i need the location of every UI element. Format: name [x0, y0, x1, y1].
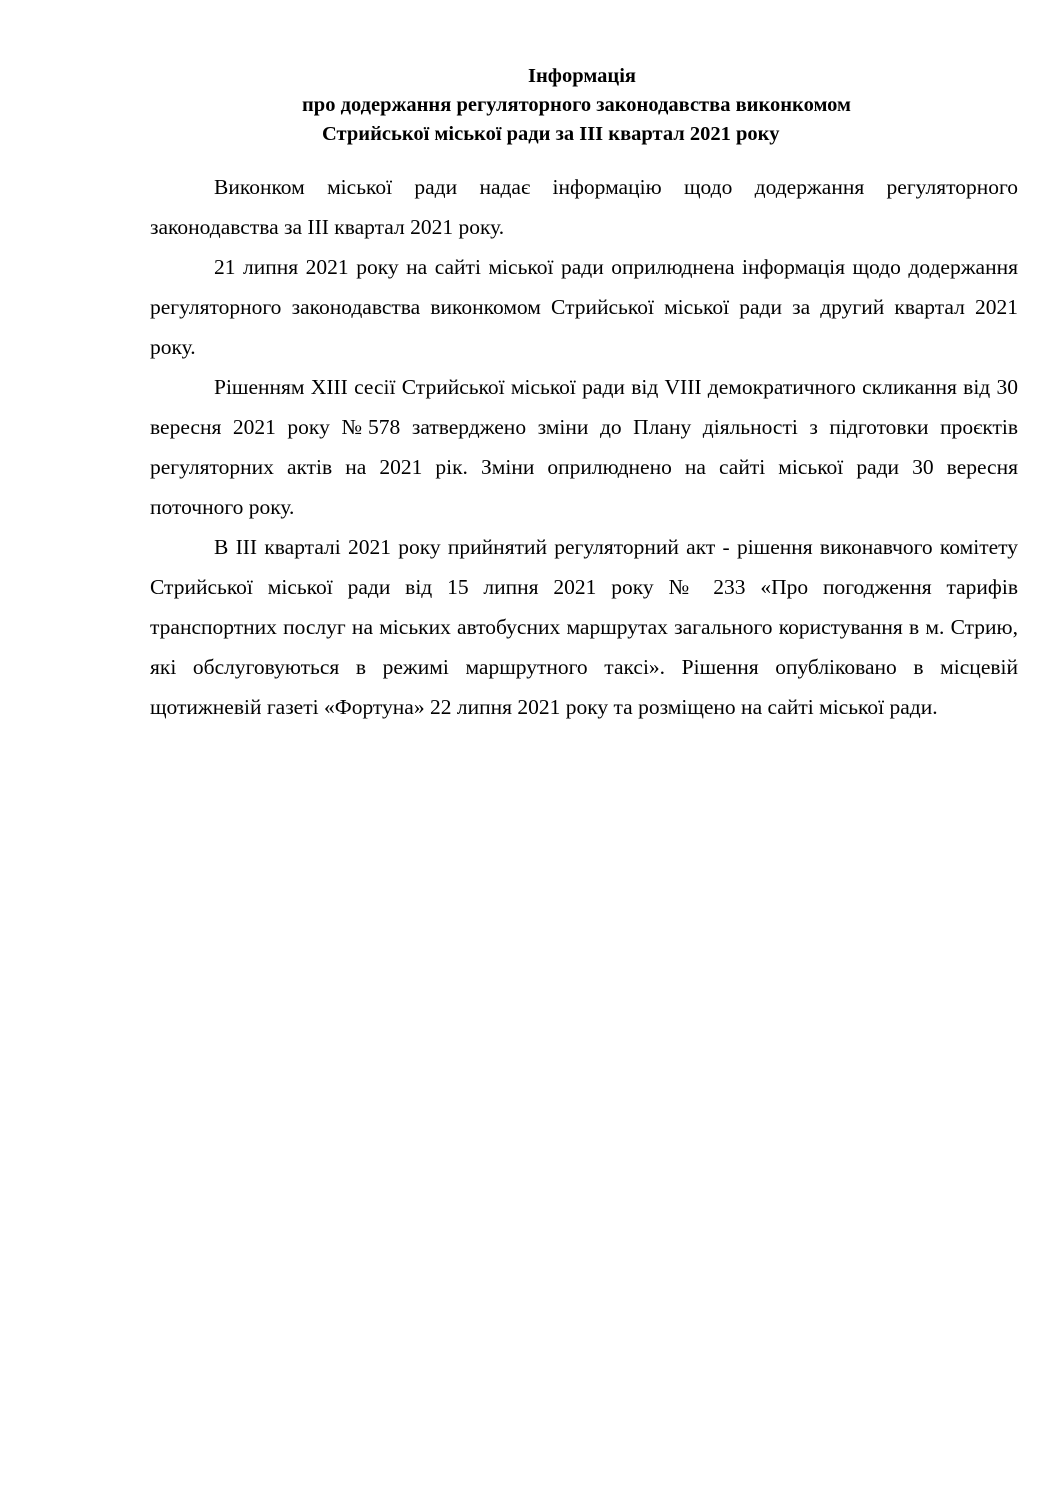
paragraph-publication: 21 липня 2021 року на сайті міської ради оприлюднена інформація щодо додержання регуляторного законодавства виконкомом Стрийської міської ради за другий квартал 2021 року. [150, 255, 1018, 359]
paragraph-session-decision: Рішенням ХІІІ сесії Стрийської міської ради від VІІІ демократичного скликання від 30 вересня 2021 року №578 затверджено зміни до Плану діяльності з підготовки проєктів регуляторних актів на 2021 рік. Зміни оприлюднено на сайті міської ради 30 вересня поточного року. [150, 375, 1018, 519]
paragraph-intro: Виконком міської ради надає інформацію щодо додержання регуляторного законодавства за ІІІ квартал 2021 року. [150, 175, 1018, 239]
paragraph-regulatory-act: В ІІІ кварталі 2021 року прийнятий регуляторний акт - рішення виконавчого комітету Стрийської міської ради від 15 липня 2021 року № 233 «Про погодження тарифів транспортних послуг на міських автобусних маршрутах загального користування в м. Стрию, які обслуговуються в режимі маршрутного таксі». Рішення опубліковано в місцевій щотижневій газеті «Фортуна» 22 липня 2021 року та розміщено на сайті міської ради. [150, 535, 1018, 719]
document-heading [150, 62, 1020, 149]
document-body [150, 167, 1018, 727]
heading-subtitle-line-1: про додержання регуляторного законодавства виконкомом [302, 94, 851, 116]
heading-subtitle-line-2: Стрийської міської ради за ІІІ квартал 2021 року [322, 123, 780, 145]
heading-title: Інформація [528, 65, 636, 87]
